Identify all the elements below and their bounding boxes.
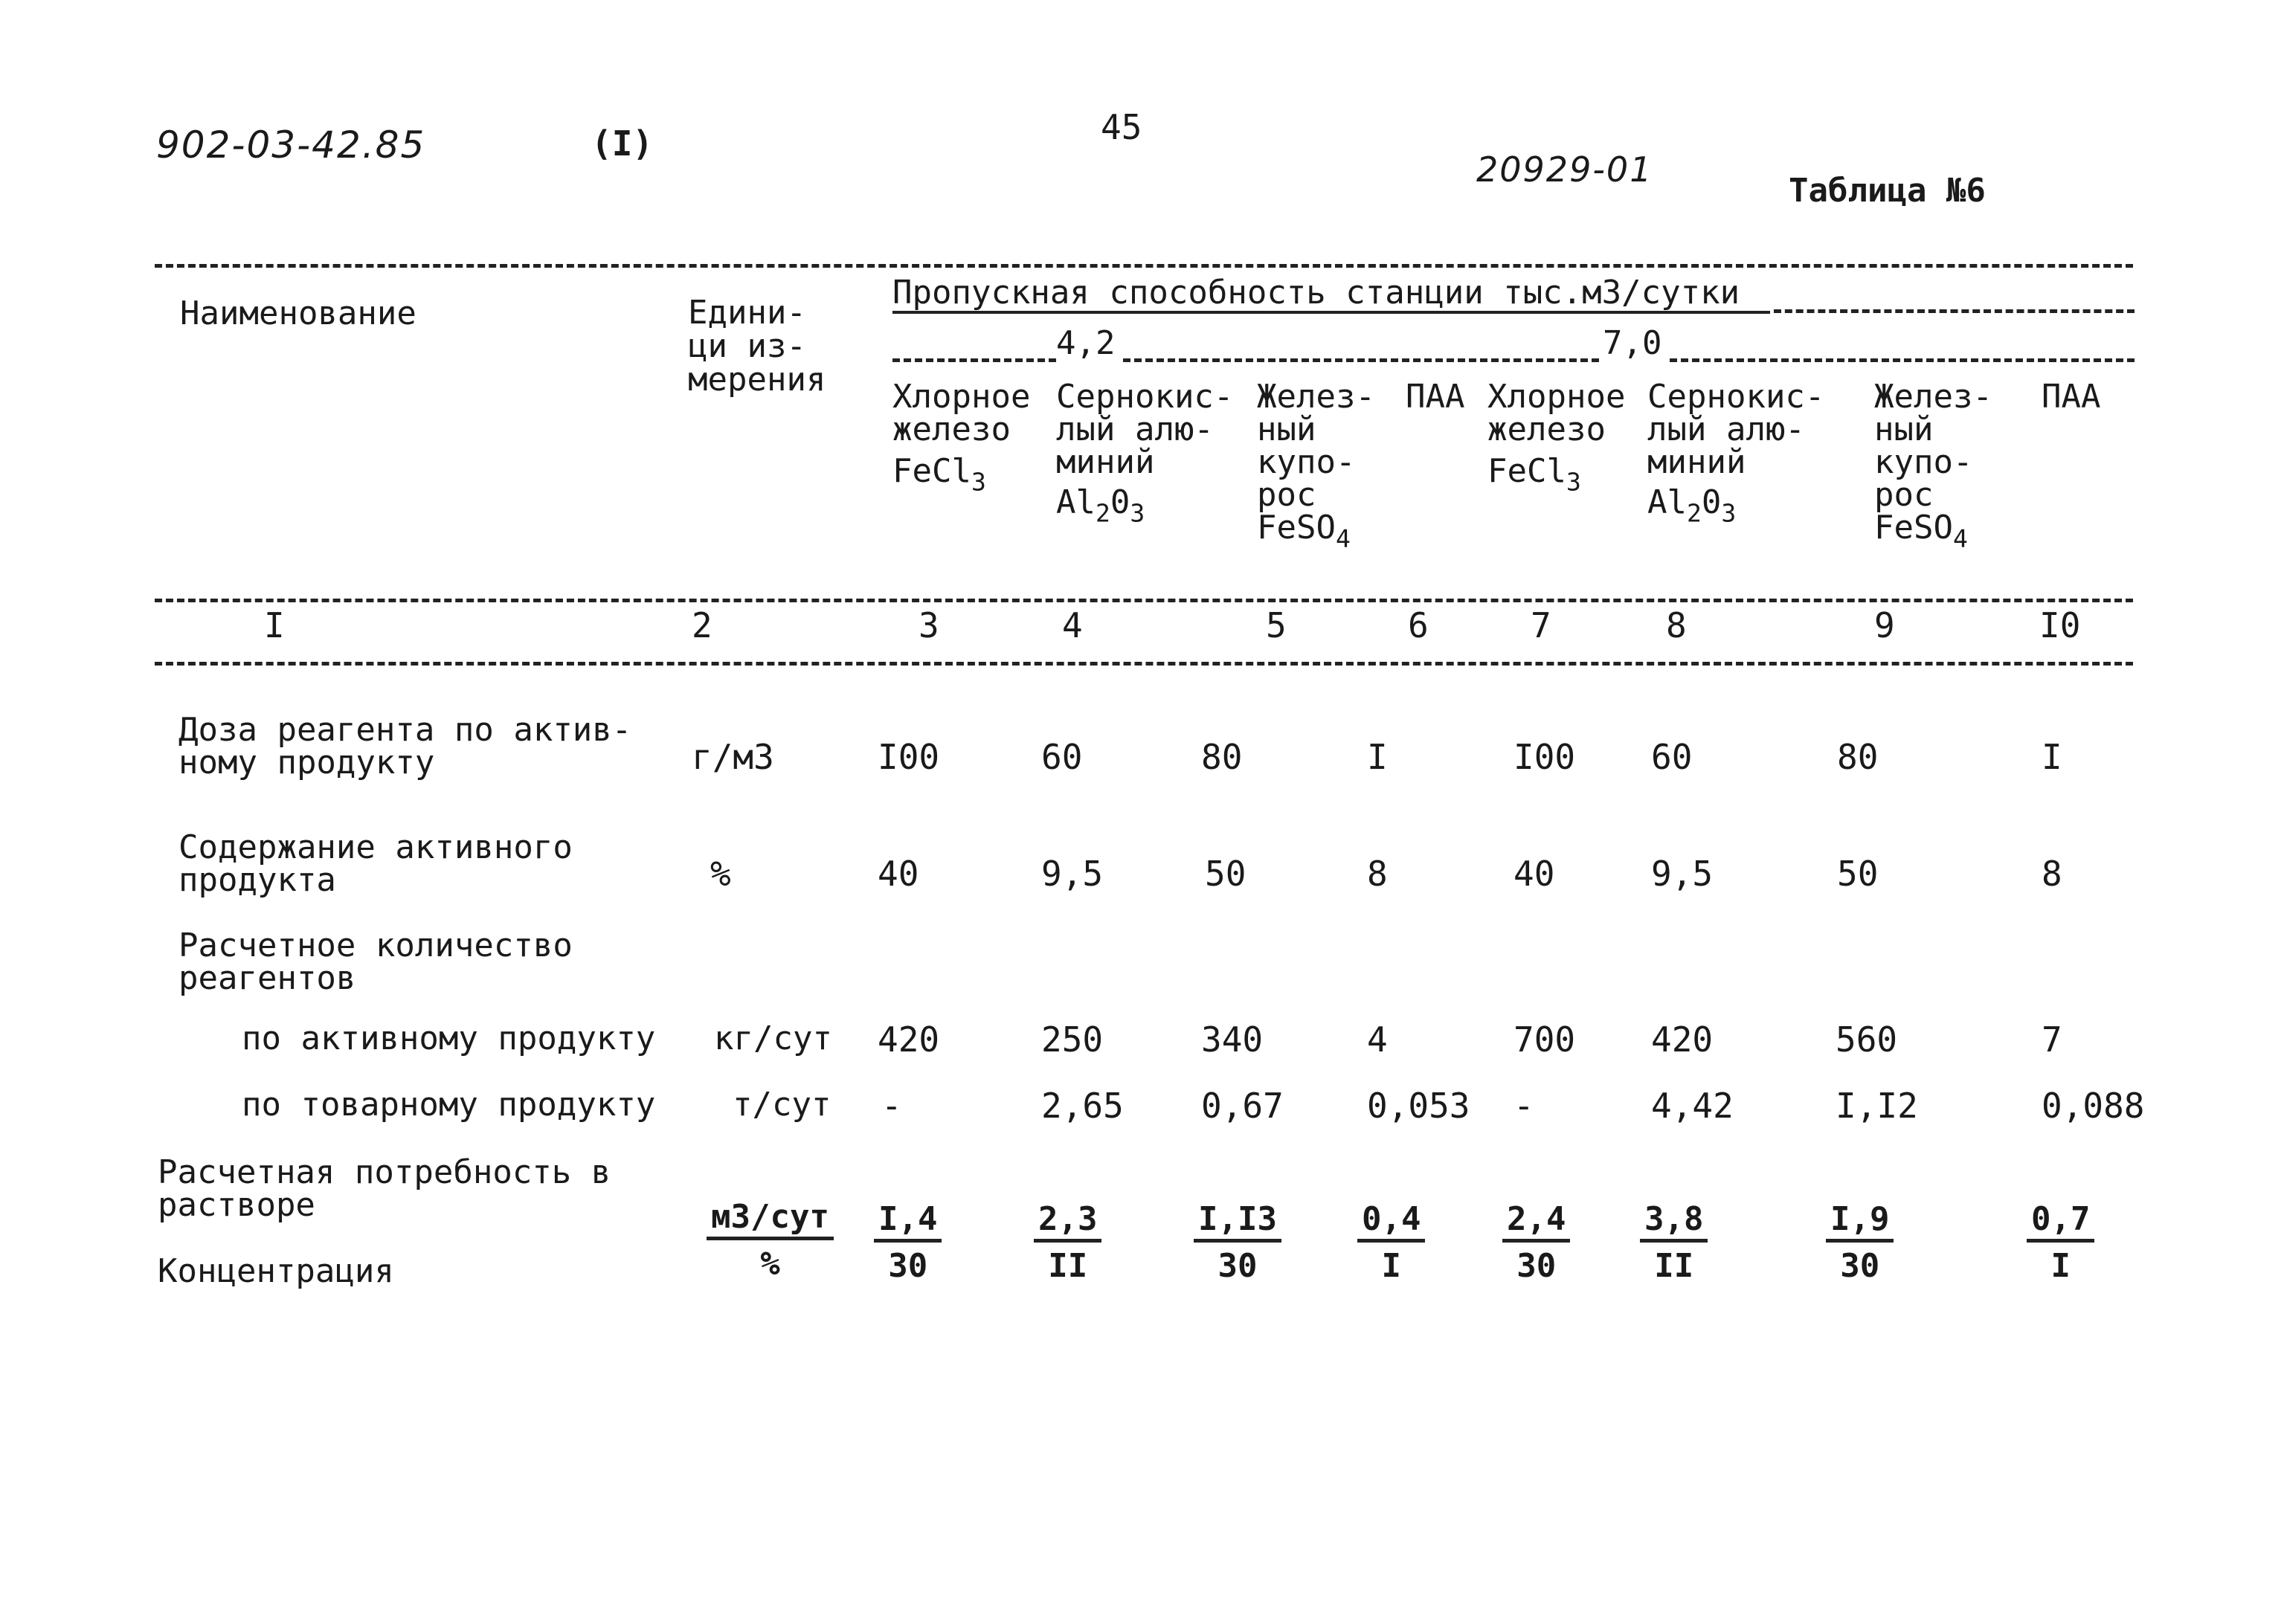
document-code: 902-03-42.85 <box>156 123 426 167</box>
group-rule-mid <box>1123 358 1599 362</box>
group-rule-left-a <box>892 358 1056 362</box>
table-cell: $\frac{I,4}{30}$ <box>874 1203 942 1283</box>
table-cell: $\frac{I,I3}{30}$ <box>1194 1203 1281 1283</box>
table-cell: $\frac{I,9}{30}$ <box>1826 1203 1894 1283</box>
row-name: Расчетное количество реагентов <box>178 927 573 997</box>
table-cell: 0,088 <box>2042 1086 2145 1126</box>
row-name: Содержание активного продукта <box>178 828 573 899</box>
table-cell: $\frac{2,4}{30}$ <box>1502 1203 1570 1283</box>
reagent-header-fecl3: Хлорное железо FeCl$_3$ <box>892 378 1031 497</box>
table-cell: - <box>1513 1086 1534 1126</box>
table-cell: 250 <box>1041 1019 1104 1060</box>
column-number: 3 <box>919 605 939 645</box>
table-cell: 40 <box>878 854 919 894</box>
column-number: I <box>264 605 285 645</box>
reagent-header-paa: ПАА <box>2042 378 2101 416</box>
table-cell: - <box>881 1086 902 1126</box>
reagent-header-feso4: Желез- ный купо- рос FeSO$_4$ <box>1257 378 1375 553</box>
row-unit: м3/сут % <box>707 1201 834 1280</box>
capacity-rule-tail <box>1774 309 2135 313</box>
table-cell: I <box>1367 737 1388 777</box>
capacity-group-1: 4,2 <box>1056 324 1116 362</box>
table-cell: 9,5 <box>1041 854 1104 894</box>
table-cell: 0,67 <box>1201 1086 1284 1126</box>
table-cell: $\frac{0,4}{I}$ <box>1357 1203 1425 1283</box>
table-cell: $\frac{2,3}{II}$ <box>1034 1203 1101 1283</box>
table-cell: I,I2 <box>1836 1086 1918 1126</box>
column-numbers-rule <box>155 662 2133 666</box>
table-cell: I00 <box>1513 737 1576 777</box>
table-cell: 80 <box>1837 737 1879 777</box>
row-unit: г/м3 <box>692 737 774 777</box>
row-name: Доза реагента по актив- ному продукту <box>178 711 632 782</box>
column-number: 2 <box>692 605 712 645</box>
reagent-header-al2o3: Сернокис- лый алю- миний $Al_20_3$ <box>1056 378 1234 528</box>
reagent-header-paa: ПАА <box>1406 378 1465 416</box>
table-cell: 420 <box>1651 1019 1714 1060</box>
table-cell: 50 <box>1205 854 1246 894</box>
group-rule-right <box>1670 358 2135 362</box>
column-number: 4 <box>1062 605 1083 645</box>
table-cell: $\frac{0,7}{I}$ <box>2027 1203 2094 1283</box>
table-cell: 8 <box>2042 854 2062 894</box>
header-capacity: Пропускная способность станции тыс.м3/сутки <box>892 274 1740 312</box>
column-number: 5 <box>1266 605 1287 645</box>
table-cell: I00 <box>878 737 940 777</box>
table-cell: 7 <box>2042 1019 2062 1060</box>
column-number: 9 <box>1874 605 1895 645</box>
column-number: I0 <box>2039 605 2081 645</box>
inventory-number: 20929-01 <box>1476 149 1653 190</box>
table-cell: 9,5 <box>1651 854 1714 894</box>
document-part: (I) <box>591 123 654 164</box>
table-cell: $\frac{3,8}{II}$ <box>1640 1203 1708 1283</box>
reagent-header-al2o3: Сернокис- лый алю- миний $Al_20_3$ <box>1647 378 1825 528</box>
table-cell: 40 <box>1513 854 1555 894</box>
column-number: 6 <box>1408 605 1429 645</box>
reagent-header-fecl3: Хлорное железо FeCl$_3$ <box>1487 378 1626 497</box>
table-cell: 340 <box>1201 1019 1264 1060</box>
table-cell: 4 <box>1367 1019 1388 1060</box>
row-name: Концентрация <box>158 1252 394 1290</box>
table-cell: 50 <box>1837 854 1879 894</box>
page-number: 45 <box>1101 107 1142 147</box>
table-cell: I <box>2042 737 2062 777</box>
capacity-underline <box>892 311 1770 314</box>
column-number: 7 <box>1531 605 1551 645</box>
header-name: Наименование <box>180 294 416 332</box>
table-top-rule <box>155 264 2133 268</box>
row-name: Расчетная потребность в растворе <box>158 1153 611 1224</box>
column-number: 8 <box>1666 605 1687 645</box>
row-name: по активному продукту <box>242 1019 656 1057</box>
table-cell: 80 <box>1201 737 1243 777</box>
table-cell: 0,053 <box>1367 1086 1470 1126</box>
table-cell: 700 <box>1513 1019 1576 1060</box>
row-unit: кг/сут <box>714 1019 832 1057</box>
row-unit: т/сут <box>733 1086 831 1124</box>
table-cell: 60 <box>1041 737 1083 777</box>
header-bottom-rule <box>155 599 2133 602</box>
table-title: Таблица №6 <box>1789 172 1986 210</box>
table-cell: 2,65 <box>1041 1086 1124 1126</box>
table-cell: 8 <box>1367 854 1388 894</box>
row-unit: % <box>710 854 731 894</box>
reagent-header-feso4: Желез- ный купо- рос FeSO$_4$ <box>1874 378 1992 553</box>
table-cell: 60 <box>1651 737 1693 777</box>
row-name: по товарному продукту <box>242 1086 656 1124</box>
table-cell: 560 <box>1836 1019 1898 1060</box>
table-cell: 420 <box>878 1019 940 1060</box>
table-cell: 4,42 <box>1651 1086 1734 1126</box>
capacity-group-2: 7,0 <box>1603 324 1662 362</box>
header-units: Едини- ци из- мерения <box>688 294 826 399</box>
